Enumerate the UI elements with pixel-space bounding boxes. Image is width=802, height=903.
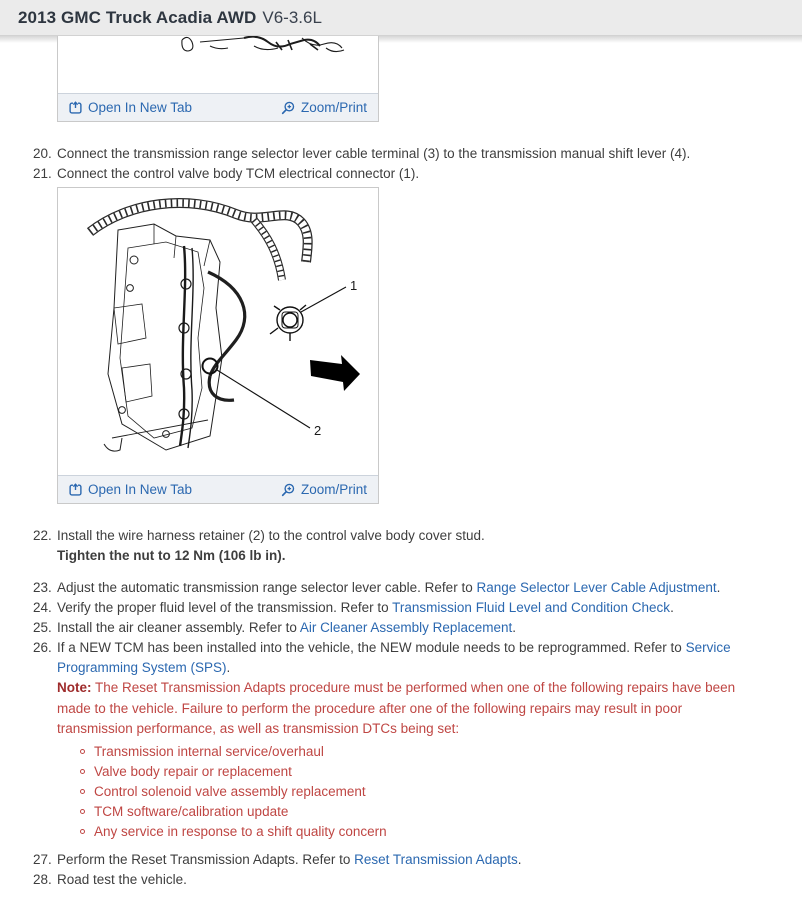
step-text: If a NEW TCM has been installed into the vehicle, the NEW module needs to be reprogrammed. Refer to [57,640,686,655]
step-27 [33,850,802,870]
step-number: 20. [33,146,52,161]
callout-1-label: 1 [350,278,358,293]
circle-bullet-icon [80,749,85,754]
step-text-suffix: . [670,600,674,615]
note-label: Note: [57,680,92,695]
open-in-new-tab-icon [69,101,82,114]
step-21 [33,164,802,184]
zoom-magnifier-icon [281,483,295,497]
zoom-magnifier-icon [281,101,295,115]
air-cleaner-replacement-link[interactable]: Air Cleaner Assembly Replacement [299,620,513,635]
list-item-text: Transmission internal service/overhaul [94,743,324,759]
list-item [57,782,747,802]
step-number: 28. [33,871,52,887]
list-item [57,822,747,842]
app-header [0,0,802,36]
open-in-new-tab-link[interactable] [69,100,192,115]
step-text-suffix: . [512,620,516,635]
diagram-sliver [58,36,378,93]
step-number: 22. [33,528,52,543]
step-number: 25. [33,620,52,635]
step-text: Adjust the automatic transmission range selector lever cable. Refer to [57,580,477,595]
step-23 [33,578,802,598]
list-item-text: Any service in response to a shift quality concern [94,823,387,839]
figure-image-main [58,188,378,475]
direction-arrow [310,355,360,391]
open-in-new-tab-icon [69,483,82,496]
figure-card-main [57,187,379,504]
vehicle-title: 2013 GMC Truck Acadia AWD [18,7,257,27]
step-24 [33,598,802,618]
list-item [57,802,747,822]
torque-spec: Tighten the nut to 12 Nm (106 lb in). [57,548,286,563]
step-text: Verify the proper fluid level of the transmission. Refer to [57,600,393,615]
list-item-text: TCM software/calibration update [94,803,289,819]
transmission-diagram [58,188,378,475]
note-text: The Reset Transmission Adapts procedure must be performed when one of the following repairs have been made to the vehicle. Failure to perform the procedure after one of the following repairs may result in poor transmission performance, as well as transmission DTCs being set: [57,680,736,736]
step-number: 27. [33,851,52,867]
step-text-suffix: . [716,580,721,595]
list-item [57,742,747,762]
open-in-new-tab-label: Open In New Tab [88,482,193,497]
figure-toolbar-main [58,475,378,503]
step-number: 26. [33,640,52,655]
circle-bullet-icon [80,809,85,814]
step-22 [33,526,802,566]
figure-card-top [57,36,379,122]
step-text: Connect the transmission range selector lever cable terminal (3) to the transmission manual shift lever (4). [57,146,691,161]
circle-bullet-icon [80,829,85,834]
range-selector-adjustment-link[interactable]: Range Selector Lever Cable Adjustment [476,580,717,595]
step-number: 21. [33,166,52,181]
step-text: Perform the Reset Transmission Adapts. Refer to [57,851,355,867]
zoom-print-label: Zoom/Print [300,100,367,115]
reset-transmission-adapts-link[interactable]: Reset Transmission Adapts [354,851,518,867]
step-text: Connect the control valve body TCM electrical connector (1). [57,166,420,181]
step-text-suffix: . [226,660,231,675]
circle-bullet-icon [80,789,85,794]
repair-conditions-list [57,742,747,842]
figure-toolbar-top [58,93,378,121]
engine-subtitle: V6-3.6L [262,7,322,27]
zoom-print-link[interactable] [281,100,367,115]
step-number: 23. [33,580,52,595]
open-in-new-tab-link[interactable] [69,482,192,497]
reset-adapts-note [57,678,737,740]
step-text: Install the air cleaner assembly. Refer to [57,620,300,635]
zoom-print-link[interactable] [281,482,367,497]
procedure-steps-continued [0,526,802,890]
step-number: 24. [33,600,52,615]
step-26 [33,638,802,842]
circle-bullet-icon [80,769,85,774]
list-item [57,762,747,782]
step-text: Install the wire harness retainer (2) to the control valve body cover stud. [57,528,485,543]
fluid-level-check-link[interactable]: Transmission Fluid Level and Condition Check [392,600,671,615]
step-25 [33,618,802,638]
step-text-suffix: . [517,851,522,867]
step-text: Road test the vehicle. [57,871,187,887]
zoom-print-label: Zoom/Print [300,482,367,497]
callout-2-label: 2 [314,423,322,438]
step-28 [33,870,802,890]
procedure-steps [0,144,802,184]
figure-image-top [58,36,378,93]
list-item-text: Control solenoid valve assembly replacement [94,783,366,799]
service-programming-system-link[interactable]: Service Programming System (SPS) [57,640,731,675]
step-20 [33,144,802,164]
open-in-new-tab-label: Open In New Tab [88,100,193,115]
list-item-text: Valve body repair or replacement [94,763,292,779]
